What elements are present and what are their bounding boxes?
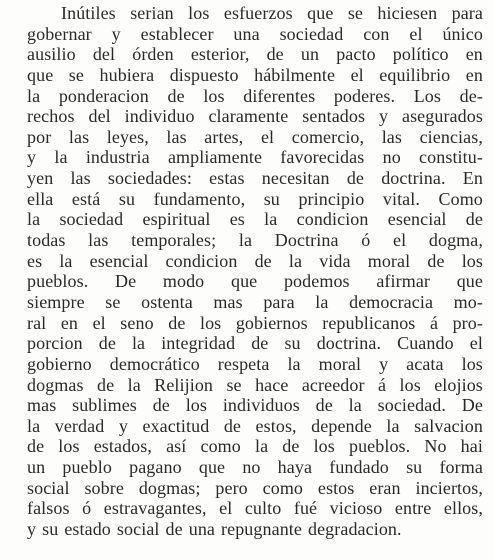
- word: social: [116, 519, 160, 540]
- text-line: [27, 168, 483, 189]
- word: entre: [394, 498, 432, 519]
- word: vicioso: [329, 498, 383, 519]
- word: estas: [209, 168, 245, 189]
- word: un: [300, 44, 320, 65]
- word: su: [263, 188, 280, 209]
- word: Inútiles: [61, 3, 116, 23]
- word: no: [382, 147, 401, 168]
- word: pueblo: [62, 457, 112, 478]
- word: rechos: [27, 106, 75, 127]
- word: es: [27, 250, 43, 271]
- word: á: [378, 374, 387, 395]
- word: depende: [311, 415, 372, 436]
- word: los: [188, 3, 210, 23]
- word: modo: [162, 271, 205, 292]
- word: del: [88, 106, 111, 127]
- text-line: [27, 478, 483, 499]
- word: dispuesto: [169, 64, 239, 85]
- word: mas: [27, 395, 57, 416]
- word: de: [165, 519, 183, 540]
- word: los: [461, 250, 483, 271]
- word: todas: [27, 230, 66, 251]
- word: respeta: [217, 353, 270, 374]
- word: así: [166, 436, 187, 457]
- word: las: [166, 126, 187, 147]
- word: la: [27, 85, 41, 106]
- word: la: [264, 209, 278, 230]
- word: esterior,: [190, 44, 250, 65]
- word: constitu-: [419, 147, 483, 168]
- word: de: [98, 333, 116, 354]
- word: Los: [413, 85, 442, 106]
- word: y: [378, 106, 389, 127]
- word: Relijion: [154, 374, 214, 395]
- word: ostenta: [141, 291, 193, 312]
- word: los: [313, 436, 335, 457]
- word: su: [284, 333, 301, 354]
- word: se: [68, 64, 84, 85]
- word: que: [198, 457, 226, 478]
- word: de: [427, 250, 445, 271]
- word: ella: [27, 188, 54, 209]
- word: podemos: [283, 271, 350, 292]
- word: los: [203, 85, 225, 106]
- word: democracia: [349, 291, 434, 312]
- word: claramente: [208, 106, 289, 127]
- word: se: [347, 3, 364, 23]
- word: falsos: [27, 498, 70, 519]
- word: de: [282, 436, 300, 457]
- word: una: [233, 23, 260, 44]
- word: la: [254, 436, 269, 457]
- word: único: [442, 23, 483, 44]
- word: su: [118, 188, 136, 209]
- word: yen: [27, 168, 54, 189]
- word: dogmas: [27, 374, 84, 395]
- word: y: [111, 23, 121, 44]
- word: social: [27, 477, 70, 498]
- word: fué: [293, 498, 318, 519]
- word: de: [254, 250, 272, 271]
- text-line: [27, 127, 483, 148]
- word: afirmar: [376, 271, 431, 292]
- word: hiciesen: [377, 3, 438, 23]
- word: que: [456, 271, 483, 292]
- word: por: [27, 126, 52, 147]
- word: y: [27, 519, 37, 540]
- word: los: [399, 374, 421, 395]
- word: pero: [215, 477, 248, 498]
- word: siempre: [27, 291, 85, 312]
- word: la: [59, 250, 73, 271]
- word: De: [461, 395, 483, 416]
- word: acata: [406, 353, 444, 374]
- word: Doctrina: [274, 230, 339, 251]
- word: hace: [255, 374, 289, 395]
- word: su: [406, 457, 423, 478]
- word: que: [307, 3, 334, 23]
- word: democrático: [109, 353, 200, 374]
- word: moral: [318, 353, 362, 374]
- word: órden: [132, 44, 174, 65]
- word: esencial: [387, 209, 447, 230]
- word: fundamento,: [153, 188, 246, 209]
- text-line: [27, 147, 483, 168]
- word: ponderacion: [58, 85, 149, 106]
- word: la: [27, 415, 41, 436]
- word: doctrina.: [316, 333, 382, 354]
- word: la: [287, 353, 301, 374]
- word: pro-: [452, 312, 483, 333]
- word: como: [200, 436, 241, 457]
- word: equilibrio: [379, 64, 451, 85]
- word: pagano: [129, 457, 182, 478]
- word: salvacion: [414, 415, 483, 436]
- text-line: [27, 375, 483, 396]
- word: el: [409, 23, 423, 44]
- word: serian: [130, 3, 174, 23]
- word: ausilio: [27, 44, 76, 65]
- word: comercio,: [291, 126, 365, 147]
- text-line: [27, 354, 483, 375]
- word: esfuerzos: [223, 3, 293, 23]
- word: estado: [64, 519, 111, 540]
- word: espiritual: [142, 209, 211, 230]
- word: la: [315, 291, 329, 312]
- word: ó: [361, 230, 371, 251]
- word: acreedor: [301, 374, 365, 395]
- body-paragraph: [27, 3, 483, 540]
- word: industria: [85, 147, 150, 168]
- text-line: [27, 3, 483, 24]
- word: de: [266, 44, 284, 65]
- word: ciencias,: [419, 126, 483, 147]
- text-line: [27, 209, 483, 230]
- word: y: [379, 353, 389, 374]
- word: repugnante: [221, 519, 302, 540]
- word: pueblos.: [27, 271, 89, 292]
- word: la: [131, 333, 146, 354]
- word: eran: [369, 477, 401, 498]
- word: culto: [244, 498, 282, 519]
- word: porcion: [27, 333, 83, 354]
- word: el: [219, 498, 233, 519]
- word: la: [386, 415, 400, 436]
- word: doctrina.: [381, 168, 446, 189]
- word: de: [223, 415, 242, 436]
- word: las: [381, 126, 402, 147]
- word: individuos: [222, 395, 300, 416]
- text-line: [27, 292, 483, 313]
- word: principio: [298, 188, 365, 209]
- word: sociedad: [279, 23, 344, 44]
- word: asegurados: [401, 106, 483, 127]
- word: gobiernos: [235, 312, 308, 333]
- word: que: [230, 271, 258, 292]
- word: integridad: [161, 333, 236, 354]
- text-line: [27, 313, 483, 334]
- word: diferentes: [243, 85, 316, 106]
- text-line: [27, 271, 483, 292]
- word: de: [152, 395, 170, 416]
- word: se: [105, 291, 121, 312]
- word: necesitan: [261, 168, 330, 189]
- word: estravagantes,: [103, 498, 207, 519]
- word: para: [263, 291, 295, 312]
- word: gobernar: [27, 23, 92, 44]
- word: Como: [438, 188, 483, 209]
- word: los: [461, 353, 483, 374]
- word: con: [363, 23, 390, 44]
- word: sociedad.: [377, 395, 446, 416]
- text-line: [27, 457, 483, 478]
- word: la: [54, 147, 68, 168]
- word: forma: [439, 457, 483, 478]
- word: sobre: [84, 477, 124, 498]
- word: artes,: [204, 126, 244, 147]
- word: que: [27, 64, 54, 85]
- word: del: [92, 44, 116, 65]
- word: en: [465, 44, 483, 65]
- word: de: [97, 374, 115, 395]
- word: mo-: [453, 291, 483, 312]
- word: una: [188, 519, 216, 540]
- word: No: [424, 436, 447, 457]
- text-line: [27, 436, 483, 457]
- word: como: [262, 477, 304, 498]
- word: De: [114, 271, 137, 292]
- word: la: [27, 209, 41, 230]
- word: vital.: [382, 188, 420, 209]
- word: estados,: [93, 436, 152, 457]
- word: está: [71, 188, 101, 209]
- word: gobierno: [27, 353, 92, 374]
- text-line: [27, 395, 483, 416]
- word: en: [60, 312, 79, 333]
- word: estos,: [255, 415, 297, 436]
- word: republicanos: [322, 312, 416, 333]
- word: hábilmente: [254, 64, 336, 85]
- word: las: [70, 168, 91, 189]
- word: exactitud: [142, 415, 210, 436]
- word: sublimes: [72, 395, 137, 416]
- word: sentados: [302, 106, 366, 127]
- word: de: [251, 333, 269, 354]
- word: ampliamente: [167, 147, 263, 168]
- text-line: [27, 416, 483, 437]
- text-line: [27, 189, 483, 210]
- word: la: [238, 230, 253, 251]
- text-line: [27, 44, 483, 65]
- word: establecer: [140, 23, 214, 44]
- text-line: [27, 65, 483, 86]
- word: á: [429, 312, 439, 333]
- word: y: [118, 415, 128, 436]
- word: moral: [367, 250, 411, 271]
- text-line: [27, 333, 483, 354]
- word: no: [242, 457, 261, 478]
- word: sociedad: [59, 209, 124, 230]
- word: los: [58, 436, 80, 457]
- word: esencial: [89, 250, 149, 271]
- word: En: [462, 168, 483, 189]
- word: la: [127, 374, 141, 395]
- word: es: [229, 209, 245, 230]
- word: ral: [27, 312, 47, 333]
- text-line: [27, 106, 483, 127]
- word: Cuando: [397, 333, 454, 354]
- word: político: [392, 44, 449, 65]
- word: las: [88, 230, 109, 251]
- text-line: [27, 86, 483, 107]
- word: su: [42, 519, 59, 540]
- word: dogma,: [428, 230, 483, 251]
- word: favorecidas: [280, 147, 365, 168]
- text-line: [27, 498, 483, 519]
- word: de-: [459, 85, 483, 106]
- word: los: [185, 395, 208, 416]
- word: elojios: [434, 374, 483, 395]
- word: sociedades:: [107, 168, 192, 189]
- word: un: [27, 457, 46, 478]
- word: poderes.: [333, 85, 396, 106]
- text-line: [27, 24, 483, 45]
- word: vida: [319, 250, 351, 271]
- word: el: [350, 64, 364, 85]
- word: leyes,: [106, 126, 149, 147]
- word: de: [168, 312, 186, 333]
- word: de: [465, 209, 483, 230]
- word: de: [346, 168, 365, 189]
- word: para: [451, 3, 483, 23]
- word: hubiera: [99, 64, 155, 85]
- word: ó: [82, 498, 92, 519]
- word: en: [465, 64, 483, 85]
- word: condicion: [296, 209, 369, 230]
- word: los: [199, 312, 222, 333]
- word: haya: [277, 457, 313, 478]
- word: la: [348, 395, 362, 416]
- word: degradacion.: [307, 519, 402, 540]
- text-line: [27, 230, 483, 251]
- word: el: [393, 230, 407, 251]
- word: hai: [460, 436, 483, 457]
- word: condicion: [165, 250, 238, 271]
- word: individuo: [124, 106, 195, 127]
- word: el: [469, 333, 483, 354]
- word: pacto: [336, 44, 376, 65]
- word: se: [226, 374, 242, 395]
- word: de: [27, 436, 45, 457]
- word: estos: [317, 477, 355, 498]
- word: las: [68, 126, 90, 147]
- word: el: [260, 126, 275, 147]
- word: de: [315, 395, 333, 416]
- word: de: [167, 85, 185, 106]
- word: mas: [213, 291, 243, 312]
- word: seno: [120, 312, 154, 333]
- word: temporales;: [131, 230, 217, 251]
- word: dogmas;: [138, 477, 201, 498]
- word: ellos,: [443, 498, 483, 519]
- word: el: [92, 312, 106, 333]
- word: verdad: [54, 415, 105, 436]
- word: fundado: [329, 457, 389, 478]
- text-line: [27, 251, 483, 272]
- text-line: [27, 519, 483, 540]
- word: inciertos,: [415, 477, 483, 498]
- word: pueblos.: [348, 436, 411, 457]
- word: y: [27, 147, 37, 168]
- word: la: [288, 250, 303, 271]
